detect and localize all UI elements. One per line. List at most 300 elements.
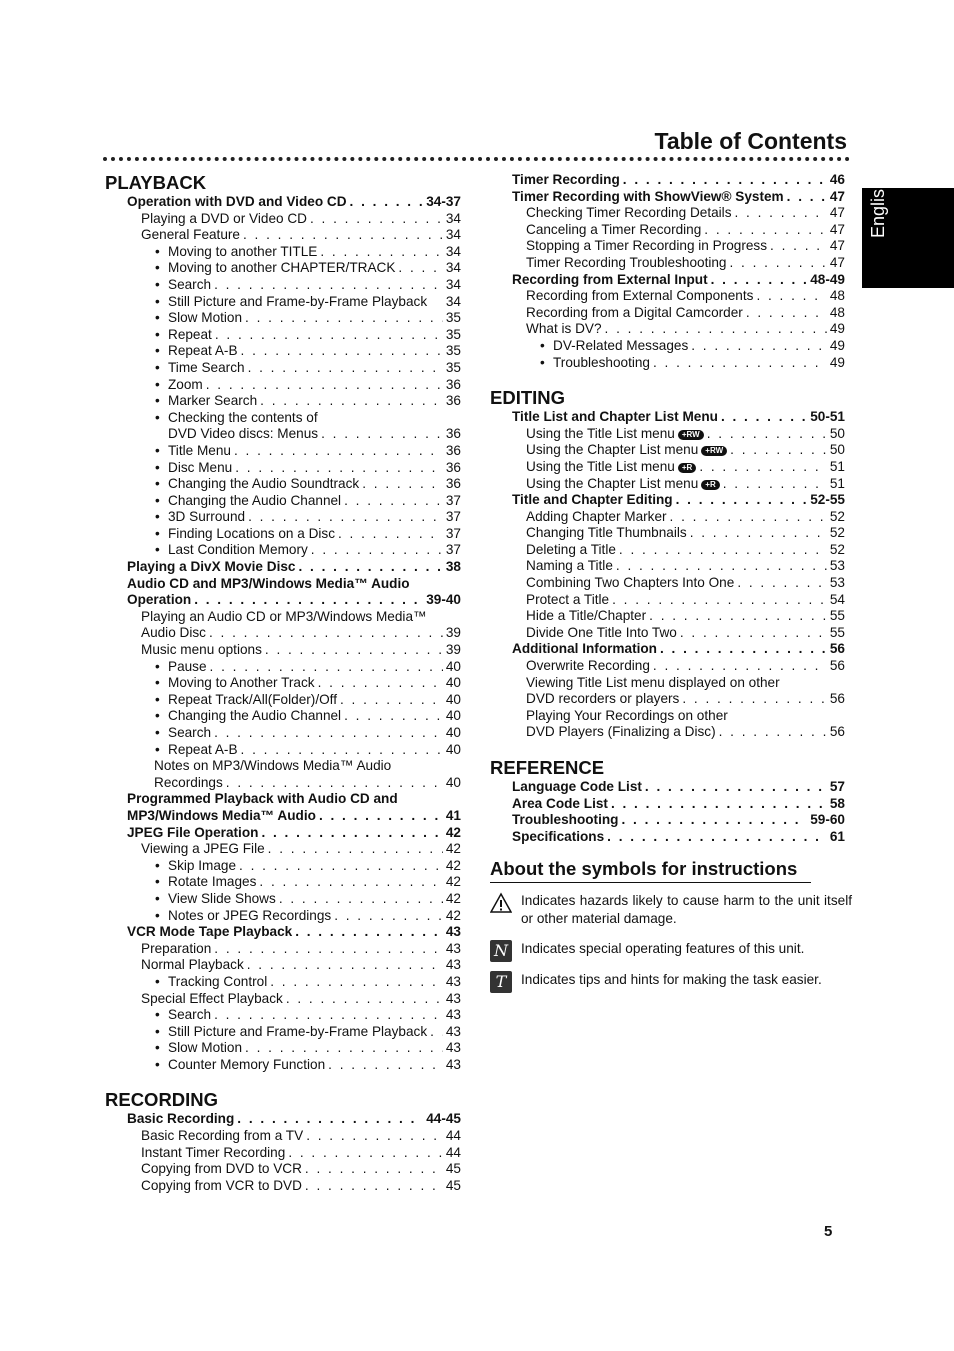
toc-entry[interactable] [105,443,461,460]
toc-entry-text: Counter Memory Function [168,1056,326,1072]
toc-page-number: 40 [445,691,461,707]
toc-entry-text: Tracking Control [168,973,268,989]
toc-page-number: 55 [829,608,845,624]
toc-entry-text: Copying from DVD to VCR [141,1161,302,1177]
toc-entry-label [526,205,732,222]
toc-entry-text: Still Picture and Frame-by-Frame Playback [168,293,428,309]
toc-entry[interactable] [490,476,845,493]
toc-entry-text: Audio CD and MP3/Windows Media™ Audio [127,575,410,591]
dot-leader [209,625,443,642]
toc-entry-label [141,957,244,974]
toc-entry[interactable] [490,724,845,741]
toc-entry-label [512,796,608,813]
toc-entry-label [155,908,331,925]
toc-entry-label [155,675,315,692]
toc-entry[interactable] [105,360,461,377]
toc-entry[interactable] [490,426,845,443]
toc-entry[interactable] [105,211,461,228]
toc-entry[interactable] [105,1040,461,1057]
toc-entry-label [526,658,650,675]
toc-entry-text: Operation [127,592,192,608]
toc-page-number: 52-55 [810,492,845,508]
dot-leader [660,641,827,658]
toc-entry-label [155,443,231,460]
dot-leader [344,708,443,725]
toc-entry[interactable] [105,393,461,410]
toc-entry-text: Using the Title List menu [526,458,675,474]
dot-leader [605,321,827,338]
toc-entry[interactable] [490,459,845,476]
toc-entry[interactable] [490,272,845,289]
toc-entry[interactable] [490,708,845,725]
toc-entry[interactable] [490,658,845,675]
disc-format-badge: +RW [678,430,704,440]
toc-entry-text: Special Effect Playback [141,990,283,1006]
section-heading: REFERENCE [490,757,605,778]
dot-leader [398,260,442,277]
toc-entry-label [155,476,359,493]
toc-entry[interactable] [105,1161,461,1178]
toc-page-number: 48-49 [810,271,845,287]
dot-leader [704,222,827,239]
toc-entry-text: Last Condition Memory [168,542,308,558]
toc-entry-text: Stopping a Timer Recording in Progress [526,238,768,254]
toc-entry-label [512,492,673,509]
toc-entry-label [526,558,613,575]
symbol-description: Indicates special operating features of this unit. [521,941,805,956]
dot-leader [247,957,443,974]
toc-entry-label [526,426,704,443]
toc-entry[interactable] [105,742,461,759]
toc-entry-label [127,791,398,808]
dot-leader [261,825,442,842]
toc-entry[interactable] [105,194,461,211]
toc-page-number: 44 [445,1128,461,1144]
toc-entry-text: Moving to another CHAPTER/TRACK [168,260,396,276]
toc-entry-label [526,625,677,642]
toc-entry[interactable] [105,874,461,891]
toc-entry[interactable] [490,305,845,322]
dot-leader [623,172,827,189]
toc-entry[interactable] [490,592,845,609]
toc-page-number: 43 [445,1056,461,1072]
toc-entry[interactable] [105,493,461,510]
toc-page-number: 47 [829,188,845,204]
dot-leader [288,1145,443,1162]
toc-entry-text: Changing the Audio Channel [168,492,342,508]
toc-entry-text: Moving to Another Track [168,675,315,691]
toc-entry[interactable] [490,509,845,526]
toc-entry-label [155,891,276,908]
dot-leader [270,974,443,991]
toc-entry[interactable] [490,558,845,575]
toc-entry-text: Moving to another TITLE [168,243,318,259]
toc-page-number: 40 [445,741,461,757]
toc-entry-text: Using the Chapter List menu [526,442,699,458]
dot-leader [214,725,443,742]
toc-entry[interactable] [105,410,461,427]
toc-entry-text: Title and Chapter Editing [512,492,673,508]
tip-icon: T [490,971,512,993]
dot-leader [318,675,443,692]
toc-entry-label [512,829,604,846]
toc-entry[interactable] [105,692,461,709]
toc-entry-label [526,321,602,338]
toc-entry[interactable] [105,1007,461,1024]
toc-entry[interactable] [105,1024,461,1041]
dot-leader [286,991,443,1008]
dot-leader [735,205,827,222]
toc-entry[interactable] [490,641,845,658]
toc-entry[interactable] [490,608,845,625]
toc-entry[interactable] [105,924,461,941]
dot-leader [645,779,827,796]
toc-entry-text: Preparation [141,940,212,956]
toc-page-number: 40 [445,774,461,790]
toc-entry[interactable] [490,189,845,206]
toc-entry-text: View Slide Shows [168,890,276,906]
toc-entry[interactable] [490,829,845,846]
toc-entry-text: Playing a DivX Movie Disc [127,559,296,575]
toc-entry-text: DV-Related Messages [553,337,689,353]
language-tab-label: English [868,178,888,238]
toc-page-number: 49 [829,354,845,370]
toc-entry-text: Search [168,276,212,292]
dot-leader [334,908,443,925]
dot-leader [711,272,808,289]
dot-leader [245,310,443,327]
toc-entry-label [141,1145,285,1162]
toc-entry-text: Still Picture and Frame-by-Frame Playback [168,1023,428,1039]
toc-entry-label [526,691,679,708]
dot-leader [214,277,443,294]
toc-entry[interactable] [490,321,845,338]
toc-page-number: 34 [445,293,461,309]
toc-entry-label [526,255,726,272]
toc-entry[interactable] [105,327,461,344]
toc-entry[interactable] [490,625,845,642]
toc-entry[interactable] [105,858,461,875]
toc-entry[interactable] [490,172,845,189]
toc-entry[interactable] [105,294,461,311]
toc-entry[interactable] [105,891,461,908]
toc-entry-text: Troubleshooting [553,354,650,370]
toc-entry[interactable] [105,260,461,277]
toc-entry-text: Timer Recording [512,172,620,187]
dot-leader [649,608,827,625]
toc-entry[interactable] [105,227,461,244]
toc-entry[interactable] [105,377,461,394]
toc-entry[interactable] [105,460,461,477]
toc-entry-text: Programmed Playback with Audio CD and [127,791,398,807]
toc-entry-text: Timer Recording with ShowView® System [512,188,784,204]
toc-entry[interactable] [490,222,845,239]
toc-entry-label [540,355,650,372]
dot-leader [194,592,423,609]
toc-entry[interactable] [105,825,461,842]
toc-entry-text: Recording from External Input [512,271,708,287]
dot-leader [239,858,443,875]
toc-entry[interactable] [490,525,845,542]
toc-entry-text: General Feature [141,227,240,243]
dot-leader [653,658,827,675]
toc-entry-label [526,708,728,725]
toc-page-number: 47 [829,221,845,237]
toc-entry[interactable] [105,675,461,692]
toc-page-number: 36 [445,459,461,475]
toc-page-number: 55 [829,624,845,640]
toc-entry-text: Repeat Track/All(Folder)/Off [168,691,337,707]
toc-page-number: 40 [445,658,461,674]
toc-entry-text: Slow Motion [168,1040,243,1056]
toc-entry-label [526,305,743,322]
toc-entry[interactable] [490,355,845,372]
toc-entry-text: Repeat [168,326,212,342]
toc-page-number: 37 [445,509,461,525]
toc-entry-label [526,575,734,592]
toc-entry[interactable] [105,974,461,991]
toc-entry[interactable] [105,991,461,1008]
toc-entry-text: Adding Chapter Marker [526,508,667,524]
toc-entry[interactable] [105,1128,461,1145]
dot-leader [319,808,443,825]
toc-entry[interactable] [490,338,845,355]
dot-leader [338,526,443,543]
toc-entry[interactable] [105,592,461,609]
dot-leader [306,1128,443,1145]
dot-leader [235,460,443,477]
toc-entry[interactable] [105,576,461,593]
toc-entry-label [141,991,283,1008]
dot-leader [248,360,443,377]
toc-page-number: 47 [829,238,845,254]
toc-entry[interactable] [105,509,461,526]
toc-entry[interactable] [490,575,845,592]
toc-page-number: 48 [829,304,845,320]
toc-page-number: 42 [445,890,461,906]
toc-entry-label [155,692,337,709]
toc-entry[interactable] [105,559,461,576]
toc-page-number: 40 [445,708,461,724]
page-title: Table of Contents [654,128,847,154]
toc-entry-label [526,592,609,609]
toc-entry-label [512,172,620,189]
dot-leader [770,238,827,255]
dot-leader [265,642,443,659]
dot-leader [241,742,443,759]
dot-leader [328,1057,443,1074]
toc-entry-text: DVD Video discs: Menus [168,426,319,442]
toc-entry-text: Changing Title Thumbnails [526,525,687,541]
toc-entry[interactable] [490,288,845,305]
dot-leader [621,812,807,829]
toc-page-number: 44-45 [426,1111,461,1127]
toc-entry[interactable] [490,255,845,272]
toc-entry-text: 3D Surround [168,509,246,525]
toc-entry-label [127,825,258,842]
toc-entry-label [168,426,318,443]
dot-leader [746,305,827,322]
toc-entry[interactable] [105,841,461,858]
disc-format-badge: +R [678,463,696,473]
toc-entry[interactable] [105,941,461,958]
dot-leader [215,327,443,344]
dot-leader [721,409,807,426]
toc-entry-text: Recording from a Digital Camcorder [526,304,743,320]
toc-entry-label [127,808,316,825]
dot-leader [676,492,808,509]
toc-entry-label [127,592,191,609]
toc-entry-label [526,675,780,692]
toc-entry[interactable] [105,476,461,493]
dot-leader [787,189,827,206]
page-number: 5 [824,1223,833,1240]
toc-page-number: 43 [445,1023,461,1039]
toc-entry[interactable] [105,808,461,825]
toc-entry-text: Deleting a Title [526,541,616,557]
toc-entry[interactable] [105,725,461,742]
toc-left-column [105,172,461,1194]
toc-entry[interactable] [490,492,845,509]
toc-page-number: 49 [829,337,845,353]
toc-entry[interactable] [105,1057,461,1074]
title-dotted-rule [103,157,850,161]
toc-page-number: 34 [445,227,461,243]
toc-page-number: 43 [445,1040,461,1056]
toc-entry-label [526,288,753,305]
toc-entry[interactable] [105,526,461,543]
toc-entry-label [155,260,395,277]
toc-page-number: 37 [445,525,461,541]
dot-leader [260,393,443,410]
toc-entry[interactable] [105,791,461,808]
toc-entry-label [526,476,720,493]
note-icon: N [490,940,512,962]
toc-page-number: 52 [829,508,845,524]
disc-format-badge: +RW [701,446,727,456]
toc-page-number: 42 [445,824,461,840]
dot-leader [737,575,827,592]
dot-leader [245,1040,443,1057]
toc-entry-label [127,576,410,593]
toc-right-column [490,172,845,845]
toc-entry[interactable] [105,908,461,925]
toc-entry[interactable] [490,779,845,796]
toc-entry-label [155,277,211,294]
toc-page-number: 39 [445,642,461,658]
toc-entry[interactable] [105,1178,461,1195]
toc-entry-text: Naming a Title [526,558,613,574]
toc-page-number: 36 [445,426,461,442]
toc-entry[interactable] [105,758,461,775]
dot-leader [680,625,827,642]
dot-leader [311,542,443,559]
toc-entry[interactable] [105,642,461,659]
toc-entry[interactable] [490,409,845,426]
toc-entry-text: Canceling a Timer Recording [526,221,702,237]
toc-entry[interactable] [105,310,461,327]
toc-entry-label [155,343,238,360]
toc-entry-label [155,858,236,875]
toc-page-number: 39 [445,625,461,641]
toc-entry[interactable] [105,426,461,443]
dot-leader [206,377,443,394]
dot-leader [619,542,827,559]
dot-leader [321,426,443,443]
toc-entry-label [155,393,257,410]
toc-entry-label [155,725,211,742]
toc-entry-text: Marker Search [168,393,258,409]
toc-entry-text: Using the Chapter List menu [526,475,699,491]
toc-entry[interactable] [105,609,461,626]
toc-entry[interactable] [490,691,845,708]
toc-entry[interactable] [105,625,461,642]
toc-entry-text: Search [168,1007,212,1023]
toc-page-number: 59-60 [810,812,845,828]
dot-leader [756,288,826,305]
toc-entry-text: Normal Playback [141,957,244,973]
toc-entry[interactable] [490,442,845,459]
toc-entry-label [155,1040,242,1057]
toc-entry[interactable] [105,244,461,261]
toc-entry[interactable] [105,659,461,676]
toc-entry-label [155,493,341,510]
toc-page-number: 43 [445,957,461,973]
toc-entry[interactable] [105,542,461,559]
toc-entry[interactable] [490,812,845,829]
toc-entry-label [155,460,232,477]
toc-entry-label [141,609,427,626]
toc-entry[interactable] [105,708,461,725]
toc-entry-text: Using the Title List menu [526,425,675,441]
section-spacer [105,1073,461,1085]
toc-page-number: 40 [445,725,461,740]
toc-entry[interactable] [105,343,461,360]
toc-entry-text: Search [168,725,212,740]
toc-entry[interactable] [490,542,845,559]
toc-entry[interactable] [490,238,845,255]
toc-entry-label [526,238,767,255]
toc-entry-label [155,542,308,559]
toc-entry-label [127,1111,234,1128]
toc-page-number: 56 [829,641,845,657]
toc-entry[interactable] [105,775,461,792]
toc-entry-text: Disc Menu [168,459,233,475]
toc-entry[interactable] [105,1111,461,1128]
dot-leader [298,559,442,576]
toc-entry-text: Zoom [168,376,203,392]
toc-entry-label [512,189,784,206]
dot-leader [682,691,827,708]
toc-entry[interactable] [490,205,845,222]
toc-page-number: 38 [445,559,461,575]
toc-entry[interactable] [105,277,461,294]
toc-page-number: 51 [829,475,845,491]
toc-entry-text: Playing an Audio CD or MP3/Windows Media™ [141,608,427,624]
toc-page-number: 52 [829,525,845,541]
toc-entry[interactable] [105,957,461,974]
toc-page-number: 35 [445,359,461,375]
toc-entry-text: Title Menu [168,442,231,458]
toc-entry-label [141,841,265,858]
toc-entry[interactable] [490,675,845,692]
dot-leader [611,796,827,813]
dot-leader [653,355,827,372]
toc-entry-label [512,272,708,289]
toc-entry[interactable] [490,796,845,813]
toc-page-number: 45 [445,1177,461,1193]
toc-entry[interactable] [105,1145,461,1162]
